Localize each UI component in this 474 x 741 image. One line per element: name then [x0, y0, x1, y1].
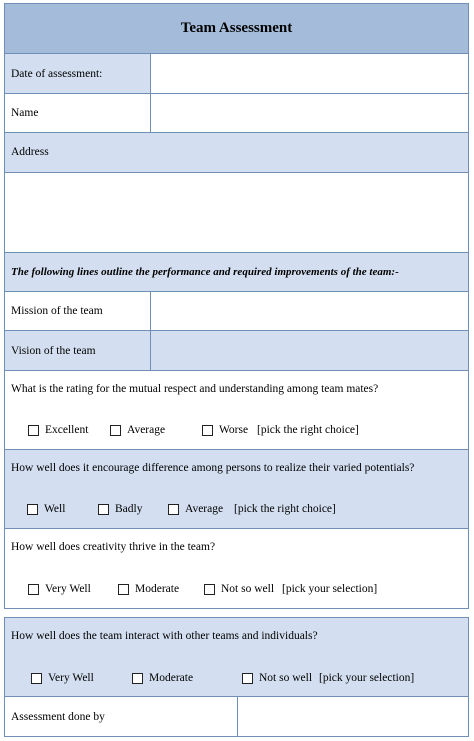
checkbox-icon[interactable]	[28, 425, 39, 436]
q3-option-2-label: Moderate	[135, 583, 180, 595]
date-field[interactable]	[151, 54, 468, 93]
q4-option-2-label: Moderate	[149, 672, 194, 684]
date-label: Date of assessment:	[5, 54, 151, 93]
name-label: Name	[5, 94, 151, 132]
question-2-text: How well does it encourage difference among persons to realize their varied potentials?	[11, 462, 415, 474]
address-label: Address	[11, 146, 49, 158]
assessed-by-field[interactable]	[238, 697, 468, 736]
q3-option-1[interactable]	[28, 583, 91, 595]
form-title-bar	[4, 3, 469, 54]
q2-option-2-label: Badly	[115, 503, 143, 515]
vision-label: Vision of the team	[5, 331, 151, 370]
mission-label: Mission of the team	[5, 292, 151, 330]
q3-note: [pick your selection]	[282, 583, 378, 595]
question-block-4	[4, 617, 469, 697]
intro-text	[4, 253, 469, 292]
vision-row	[4, 331, 469, 371]
checkbox-icon[interactable]	[202, 425, 213, 436]
q1-note: [pick the right choice]	[257, 424, 359, 436]
q2-option-1-label: Well	[44, 503, 66, 515]
question-3-text: How well does creativity thrive in the team?	[11, 541, 216, 553]
q1-option-2-label: Average	[127, 424, 166, 436]
q1-option-2[interactable]	[110, 424, 165, 436]
checkbox-icon[interactable]	[98, 504, 109, 515]
question-block-2	[4, 450, 469, 529]
q2-option-1[interactable]	[27, 503, 65, 515]
checkbox-icon[interactable]	[110, 425, 121, 436]
checkbox-icon[interactable]	[31, 673, 42, 684]
q2-option-2[interactable]	[98, 503, 142, 515]
name-field[interactable]	[151, 94, 468, 132]
checkbox-icon[interactable]	[118, 584, 129, 595]
assessed-by-label: Assessment done by	[5, 697, 238, 736]
intro-label: The following lines outline the performance and required improvements of the team:-	[11, 266, 399, 278]
q3-option-3[interactable]	[204, 583, 274, 595]
vision-field[interactable]	[151, 331, 468, 370]
checkbox-icon[interactable]	[242, 673, 253, 684]
address-row	[4, 133, 469, 173]
address-field[interactable]	[4, 173, 469, 253]
form-title: Team Assessment	[180, 20, 293, 36]
name-row	[4, 94, 469, 133]
q4-option-1[interactable]	[31, 672, 94, 684]
q4-option-3-label: Not so well	[259, 672, 313, 684]
q3-option-1-label: Very Well	[45, 583, 91, 595]
q4-option-1-label: Very Well	[48, 672, 94, 684]
q4-option-3[interactable]	[242, 672, 312, 684]
checkbox-icon[interactable]	[27, 504, 38, 515]
q4-option-2[interactable]	[132, 672, 193, 684]
q1-option-3-label: Worse	[219, 424, 249, 436]
q2-option-3-label: Average	[185, 503, 224, 515]
question-block-3	[4, 529, 469, 609]
checkbox-icon[interactable]	[28, 584, 39, 595]
assessed-by-row	[4, 697, 469, 737]
date-row	[4, 54, 469, 94]
q1-option-1[interactable]	[28, 424, 88, 436]
checkbox-icon[interactable]	[132, 673, 143, 684]
q3-option-3-label: Not so well	[221, 583, 275, 595]
q4-note: [pick your selection]	[319, 672, 415, 684]
mission-field[interactable]	[151, 292, 468, 330]
q2-option-3[interactable]	[168, 503, 223, 515]
checkbox-icon[interactable]	[168, 504, 179, 515]
question-4-text: How well does the team interact with other teams and individuals?	[11, 630, 318, 642]
question-block-1	[4, 371, 469, 450]
q2-note: [pick the right choice]	[234, 503, 336, 515]
checkbox-icon[interactable]	[204, 584, 215, 595]
mission-row	[4, 292, 469, 331]
q1-option-1-label: Excellent	[45, 424, 89, 436]
q3-option-2[interactable]	[118, 583, 179, 595]
q1-option-3[interactable]	[202, 424, 248, 436]
question-1-text: What is the rating for the mutual respect and understanding among team mates?	[11, 383, 379, 395]
